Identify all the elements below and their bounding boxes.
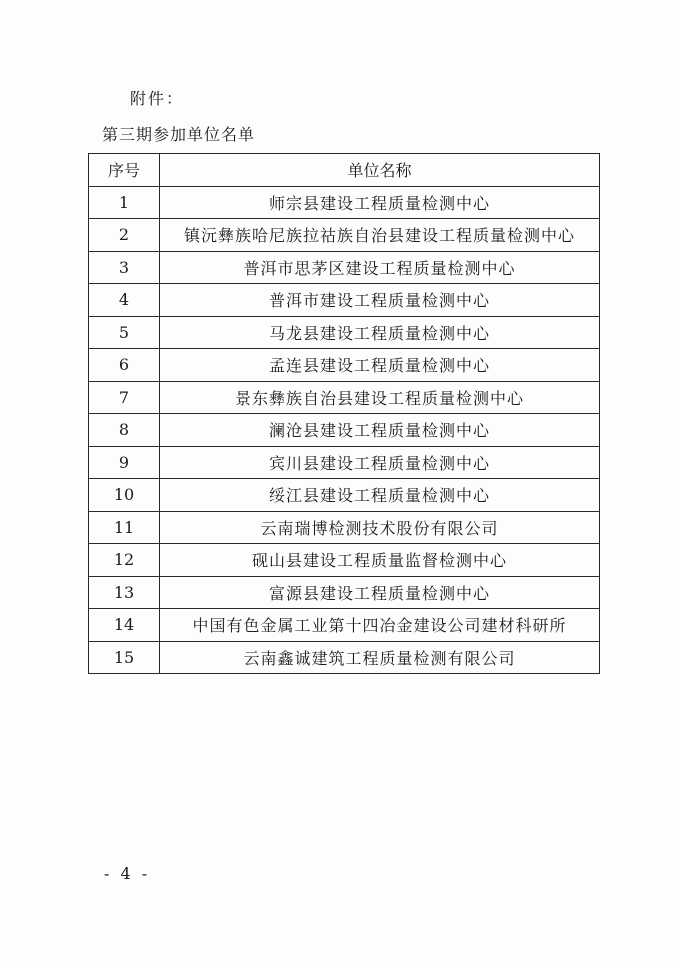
list-title: 第三期参加单位名单 [102,125,256,144]
table-row [89,641,600,674]
row-serial-number: 14 [89,609,160,642]
participating-units-table [88,153,600,674]
table-row [89,349,600,382]
row-serial-number: 8 [89,414,160,447]
table-row [89,381,600,414]
row-serial-number: 2 [89,219,160,252]
row-unit-name: 普洱市建设工程质量检测中心 [160,284,600,317]
table-body [89,186,600,674]
row-unit-name: 绥江县建设工程质量检测中心 [160,479,600,512]
table-row [89,251,600,284]
table-row [89,414,600,447]
row-serial-number: 12 [89,544,160,577]
row-unit-name: 普洱市思茅区建设工程质量检测中心 [160,251,600,284]
row-unit-name: 景东彝族自治县建设工程质量检测中心 [160,381,600,414]
page-number: - 4 - [104,864,151,883]
row-unit-name: 马龙县建设工程质量检测中心 [160,316,600,349]
row-serial-number: 10 [89,479,160,512]
table-row [89,479,600,512]
row-unit-name: 富源县建设工程质量检测中心 [160,576,600,609]
table-row [89,576,600,609]
table-row [89,544,600,577]
table-row [89,219,600,252]
row-serial-number: 9 [89,446,160,479]
header-serial-number: 序号 [89,154,160,187]
row-unit-name: 宾川县建设工程质量检测中心 [160,446,600,479]
row-unit-name: 孟连县建设工程质量检测中心 [160,349,600,382]
table-row [89,609,600,642]
row-serial-number: 7 [89,381,160,414]
row-serial-number: 13 [89,576,160,609]
table-row [89,446,600,479]
row-serial-number: 5 [89,316,160,349]
row-serial-number: 3 [89,251,160,284]
row-serial-number: 1 [89,186,160,219]
header-unit-name: 单位名称 [160,154,600,187]
table-row [89,316,600,349]
row-serial-number: 4 [89,284,160,317]
table-row [89,284,600,317]
table-header-row [89,154,600,187]
row-serial-number: 11 [89,511,160,544]
row-serial-number: 6 [89,349,160,382]
table-row [89,511,600,544]
table-row [89,186,600,219]
row-unit-name: 云南鑫诚建筑工程质量检测有限公司 [160,641,600,674]
row-unit-name: 砚山县建设工程质量监督检测中心 [160,544,600,577]
row-unit-name: 中国有色金属工业第十四冶金建设公司建材科研所 [160,609,600,642]
attachment-label: 附件： [130,89,185,108]
row-unit-name: 澜沧县建设工程质量检测中心 [160,414,600,447]
row-serial-number: 15 [89,641,160,674]
row-unit-name: 镇沅彝族哈尼族拉祜族自治县建设工程质量检测中心 [160,219,600,252]
row-unit-name: 师宗县建设工程质量检测中心 [160,186,600,219]
row-unit-name: 云南瑞博检测技术股份有限公司 [160,511,600,544]
